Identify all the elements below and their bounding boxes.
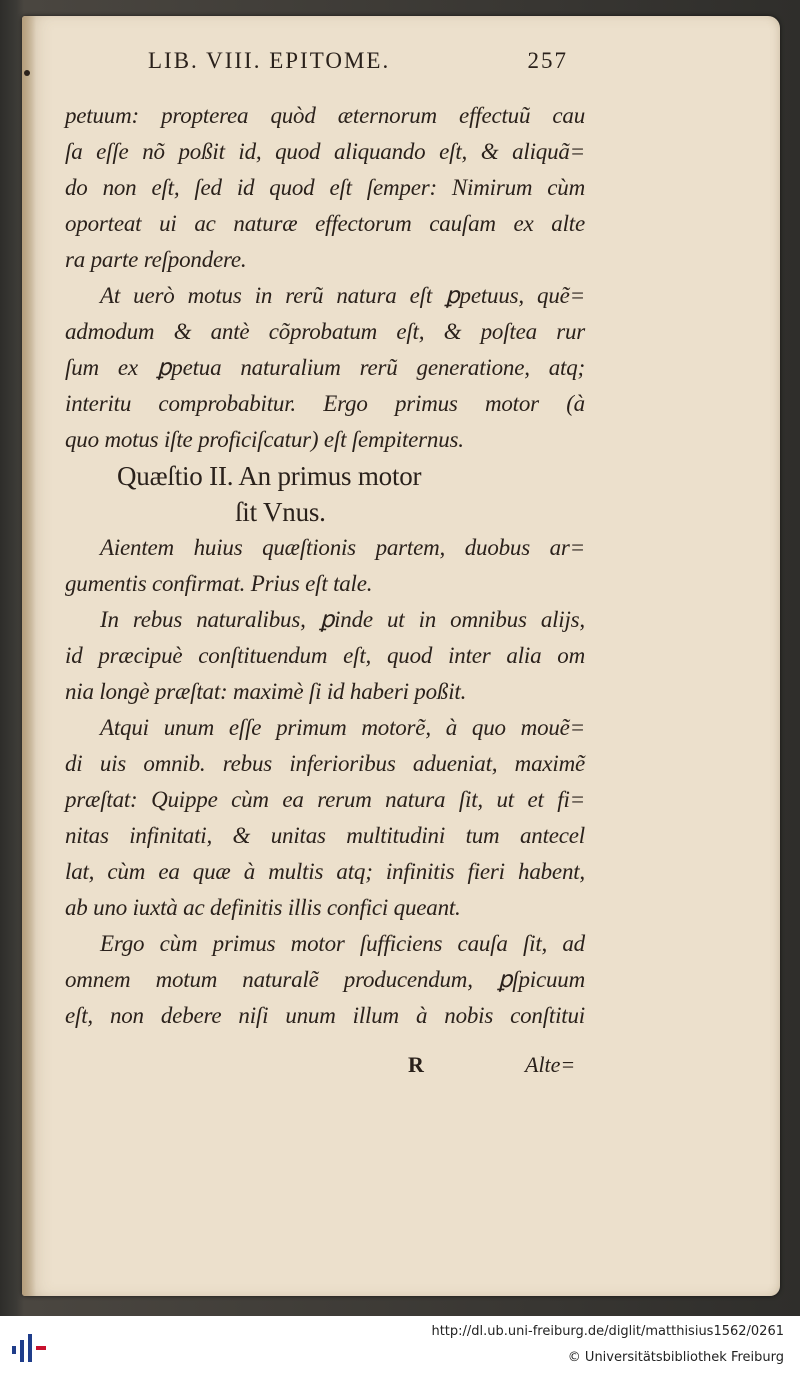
catchword: Alte= xyxy=(525,1052,576,1077)
section-heading: ſit Vnus. xyxy=(235,497,326,527)
text-line: ab uno iuxtà ac definitis illis confici queant. xyxy=(65,895,461,920)
text-line: nitas infinitati, & unitas multitudini tum antecel xyxy=(65,823,585,848)
text-line: nia longè præſtat: maximè ſi id haberi poßit. xyxy=(65,679,467,704)
viewer-footer xyxy=(0,1316,800,1374)
text-line: Ergo cùm primus motor ſufficiens cauſa ſit, ad xyxy=(100,931,585,956)
text-line: præſtat: Quippe cùm ea rerum natura ſit, ut et fi= xyxy=(65,787,585,812)
page-text xyxy=(65,98,585,1034)
copyright-notice: © Universitätsbibliothek Freiburg xyxy=(567,1350,784,1365)
source-url[interactable]: http://dl.ub.uni-freiburg.de/diglit/matthisius1562/0261 xyxy=(431,1324,784,1339)
text-line: id præcipuè conſtituendum eſt, quod inter alia om xyxy=(65,643,585,668)
ub-freiburg-logo-icon xyxy=(10,1326,50,1366)
text-line: Atqui unum eſſe primum motorẽ, à quo mouẽ= xyxy=(100,715,585,740)
text-line: ſum ex ꝑpetua naturalium rerũ generatione, atq; xyxy=(65,355,585,380)
section-heading: Quæſtio II. An primus motor xyxy=(117,461,422,491)
text-line: do non eſt, ſed id quod eſt ſemper: Nimirum cùm xyxy=(65,175,585,200)
text-line: lat, cùm ea quæ à multis atq; infinitis fieri habent, xyxy=(65,859,585,884)
running-head-title: LIB. VIII. EPITOME. xyxy=(148,48,391,73)
signature-mark: R xyxy=(408,1052,424,1077)
text-line: omnem motum naturalẽ producendum, ꝑſpicuum xyxy=(65,967,585,992)
page-gutter-shadow xyxy=(22,16,36,1296)
text-line: ra parte reſpondere. xyxy=(65,247,247,272)
text-line: At uerò motus in rerũ natura eſt ꝑpetuus, quẽ= xyxy=(100,283,585,308)
margin-mark xyxy=(24,70,30,76)
text-line: Aientem huius quæſtionis partem, duobus ar= xyxy=(100,535,585,560)
text-line: ſa eſſe nõ poßit id, quod aliquando eſt, & aliquã= xyxy=(65,139,585,164)
text-line: interitu comprobabitur. Ergo primus motor (à xyxy=(65,391,585,416)
running-head xyxy=(148,48,568,74)
text-line: In rebus naturalibus, ꝑinde ut in omnibus alijs, xyxy=(100,607,585,632)
text-line: petuum: propterea quòd æternorum effectuũ cau xyxy=(65,103,585,128)
text-line: quo motus iſte proficiſcatur) eſt ſempiternus. xyxy=(65,427,464,452)
text-line: di uis omnib. rebus inferioribus adueniat, maximẽ xyxy=(65,751,585,776)
text-line: oporteat ui ac naturæ effectorum cauſam ex alte xyxy=(65,211,585,236)
page-number: 257 xyxy=(527,48,568,73)
text-line: eſt, non debere niſi unum illum à nobis conſtitui xyxy=(65,1003,585,1028)
text-line: admodum & antè cõprobatum eſt, & poſtea rur xyxy=(65,319,585,344)
text-line: gumentis confirmat. Prius eſt tale. xyxy=(65,571,373,596)
